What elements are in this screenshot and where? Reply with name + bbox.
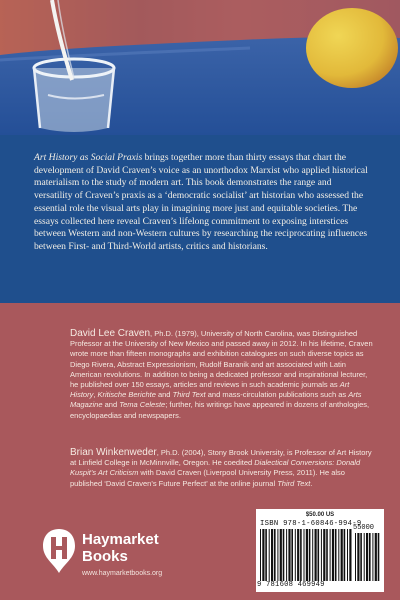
- publisher-name-line2: Books: [82, 548, 128, 565]
- author-bio-craven: David Lee Craven, Ph.D. (1979), University of North Carolina, was Distinguished Professor at the University of New Mexico and passed away in 2012. In his lifetime, Craven wrote more than fifteen monographs and exhibition catalogues on such diverse topics as Diego Rivera, Abstract Expressionism, Rudolf Baranik and art associated with Latin American revolutions. In addition to being a dedicated professor and inspirational lecturer, he published over 150 essays, articles and reviews in such academic journals as Art History, Kritische Berichte and Third Text and mass-circulation publications such as Arts Magazine and Tema Celeste; further, his writings have appeared in dozens of anthologies, encyclopaedias and newspapers.: [70, 328, 373, 420]
- barcode-bar: [341, 529, 343, 581]
- barcode-bar: [360, 533, 362, 581]
- barcode-bar: [335, 529, 337, 581]
- cover-painting: [0, 0, 400, 135]
- barcode-bar: [300, 529, 302, 581]
- barcode-bar: [330, 529, 331, 581]
- publisher-logo: [42, 528, 192, 588]
- author-name: Brian Winkenweder: [70, 447, 157, 458]
- blurb-body: brings together more than thirty essays that chart the development of David Craven’s voice as an unorthodox Marxist who applied historical materialism to the study of modern art. This book demonstrates the range and versatility of Craven’s praxis as a ‘democratic socialist’ art historian who assessed the essential role the visual arts play in imagining more just and equitable societies. The essays collected here reveal Craven’s lifelong commitment to exposing interstices between Western and non-Western cultures by researching the reciprocating influences between First- and Third-World artists, critics and historians.: [34, 152, 368, 252]
- barcode-bar: [332, 529, 334, 581]
- barcode-bar: [315, 529, 317, 581]
- barcode-bar: [326, 529, 328, 581]
- barcode-bar: [372, 533, 373, 581]
- barcode-bar: [295, 529, 296, 581]
- barcode-bar: [286, 529, 287, 581]
- barcode-addon-digits: 55000: [353, 524, 375, 532]
- barcode-bar: [357, 533, 359, 581]
- barcode-bar: [349, 529, 351, 581]
- barcode-bar: [271, 529, 273, 581]
- barcode-bar: [369, 533, 371, 581]
- blurb-panel: [0, 135, 400, 303]
- barcode-bar: [309, 529, 311, 581]
- barcode-bar: [283, 529, 285, 581]
- barcode-bar: [260, 529, 261, 581]
- barcode-bar: [318, 529, 320, 581]
- barcode-bar: [291, 529, 293, 581]
- barcode-bar: [277, 529, 278, 581]
- barcode-bar: [304, 529, 305, 581]
- ean-barcode: [260, 529, 352, 581]
- barcode-panel: [256, 509, 384, 592]
- ean-digits: 9 781608 469949: [257, 581, 325, 589]
- blurb-book-title: Art History as Social Praxis: [34, 152, 143, 163]
- author-name: David Lee Craven: [70, 328, 151, 339]
- barcode-bar: [274, 529, 276, 581]
- isbn-text: ISBN 978-1-60846-994-9: [260, 520, 362, 528]
- barcode-bar: [280, 529, 282, 581]
- haymarket-h-icon: [42, 528, 76, 574]
- barcode-bar: [306, 529, 308, 581]
- blurb-text: [34, 152, 370, 254]
- barcode-bar: [378, 533, 380, 581]
- barcode-bar: [269, 529, 270, 581]
- barcode-bar: [262, 529, 264, 581]
- barcode-bar: [364, 533, 365, 581]
- barcode-bar: [321, 529, 322, 581]
- addon-barcode: [355, 533, 381, 581]
- publisher-name: Haymarket: [82, 531, 159, 548]
- price-label: $50.00 US: [305, 512, 335, 518]
- barcode-bar: [265, 529, 267, 581]
- barcode-bar: [338, 529, 339, 581]
- barcode-bar: [344, 529, 346, 581]
- barcode-bar: [355, 533, 356, 581]
- publisher-url: www.haymarketbooks.org: [82, 570, 163, 577]
- barcode-bar: [288, 529, 290, 581]
- author-bio-winkenweder: Brian Winkenweder, Ph.D. (2004), Stony Brook University, is Professor of Art History at Linfield College in McMinnville, Oregon. He coedited Dialectical Conversions: Donald Kuspit’s Art Criticism with David Craven (Liverpool University Press, 2011). He also published ‘David Craven’s Future Perfect’ at the online journal Third Text.: [70, 447, 372, 488]
- barcode-bar: [366, 533, 368, 581]
- barcode-bar: [297, 529, 299, 581]
- barcode-bar: [347, 529, 348, 581]
- barcode-bar: [375, 533, 377, 581]
- barcode-bar: [312, 529, 313, 581]
- barcode-bar: [323, 529, 325, 581]
